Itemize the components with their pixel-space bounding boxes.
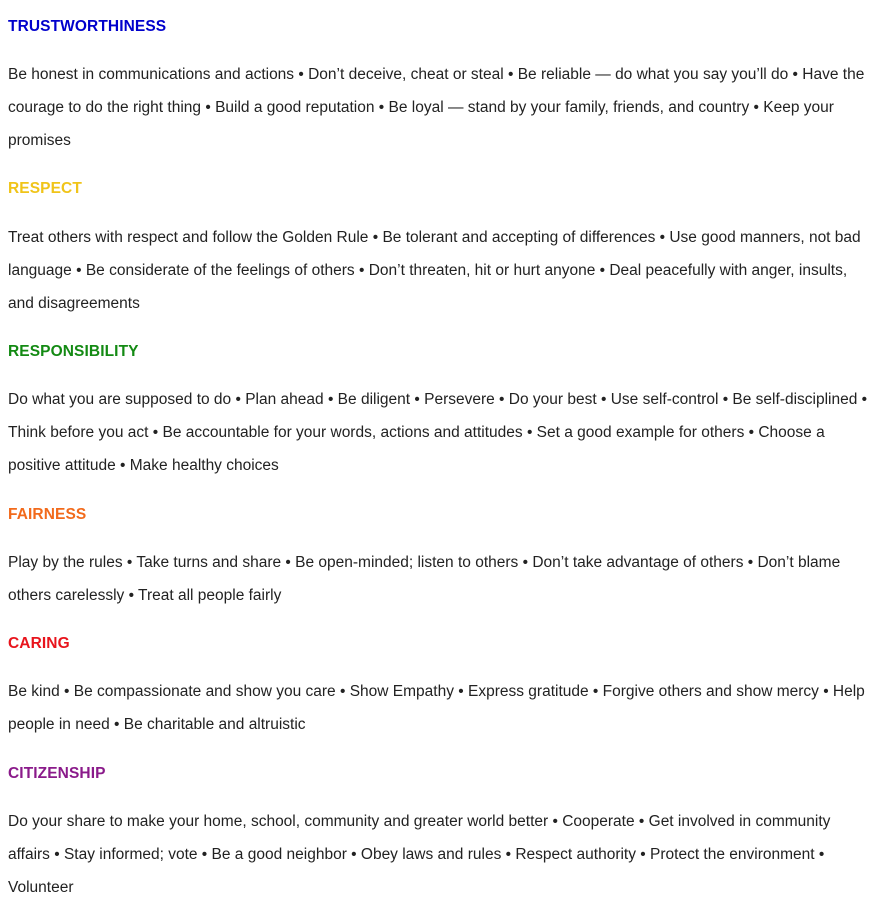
heading-citizenship: CITIZENSHIP <box>8 765 106 782</box>
body-respect: Treat others with respect and follow the Golden Rule • Be tolerant and accepting of differences • Use good manners, not bad language • Be considerate of the feelings of others • Don’t threaten, hit or hurt anyone • Deal peacefully with anger, insults, and disagreements <box>8 229 861 312</box>
heading-caring: CARING <box>8 635 70 652</box>
body-caring: Be kind • Be compassionate and show you care • Show Empathy • Express gratitude • Forgive others and show mercy • Help people in need • Be charitable and altruistic <box>8 683 865 733</box>
heading-fairness: FAIRNESS <box>8 506 87 523</box>
heading-trustworthiness: TRUSTWORTHINESS <box>8 18 167 35</box>
body-fairness: Play by the rules • Take turns and share • Be open-minded; listen to others • Don’t take advantage of others • Don’t blame others carelessly • Treat all people fairly <box>8 554 841 604</box>
body-citizenship: Do your share to make your home, school, community and greater world better • Cooperate • Get involved in community affairs • Stay informed; vote • Be a good neighbor • Obey laws and rules • Respect authority • Protect the environment • Volunteer <box>8 813 831 896</box>
body-responsibility: Do what you are supposed to do • Plan ahead • Be diligent • Persevere • Do your best • Use self-control • Be self-disciplined • Think before you act • Be accountable for your words, actions and attitudes • Set a good example for others • Choose a positive attitude • Make healthy choices <box>8 391 868 474</box>
body-trustworthiness: Be honest in communications and actions • Don’t deceive, cheat or steal • Be reliable — do what you say you’ll do • Have the courage to do the right thing • Build a good reputation • Be loyal — stand by your family, friends, and country • Keep your promises <box>8 66 865 149</box>
heading-respect: RESPECT <box>8 180 82 197</box>
heading-responsibility: RESPONSIBILITY <box>8 343 139 360</box>
